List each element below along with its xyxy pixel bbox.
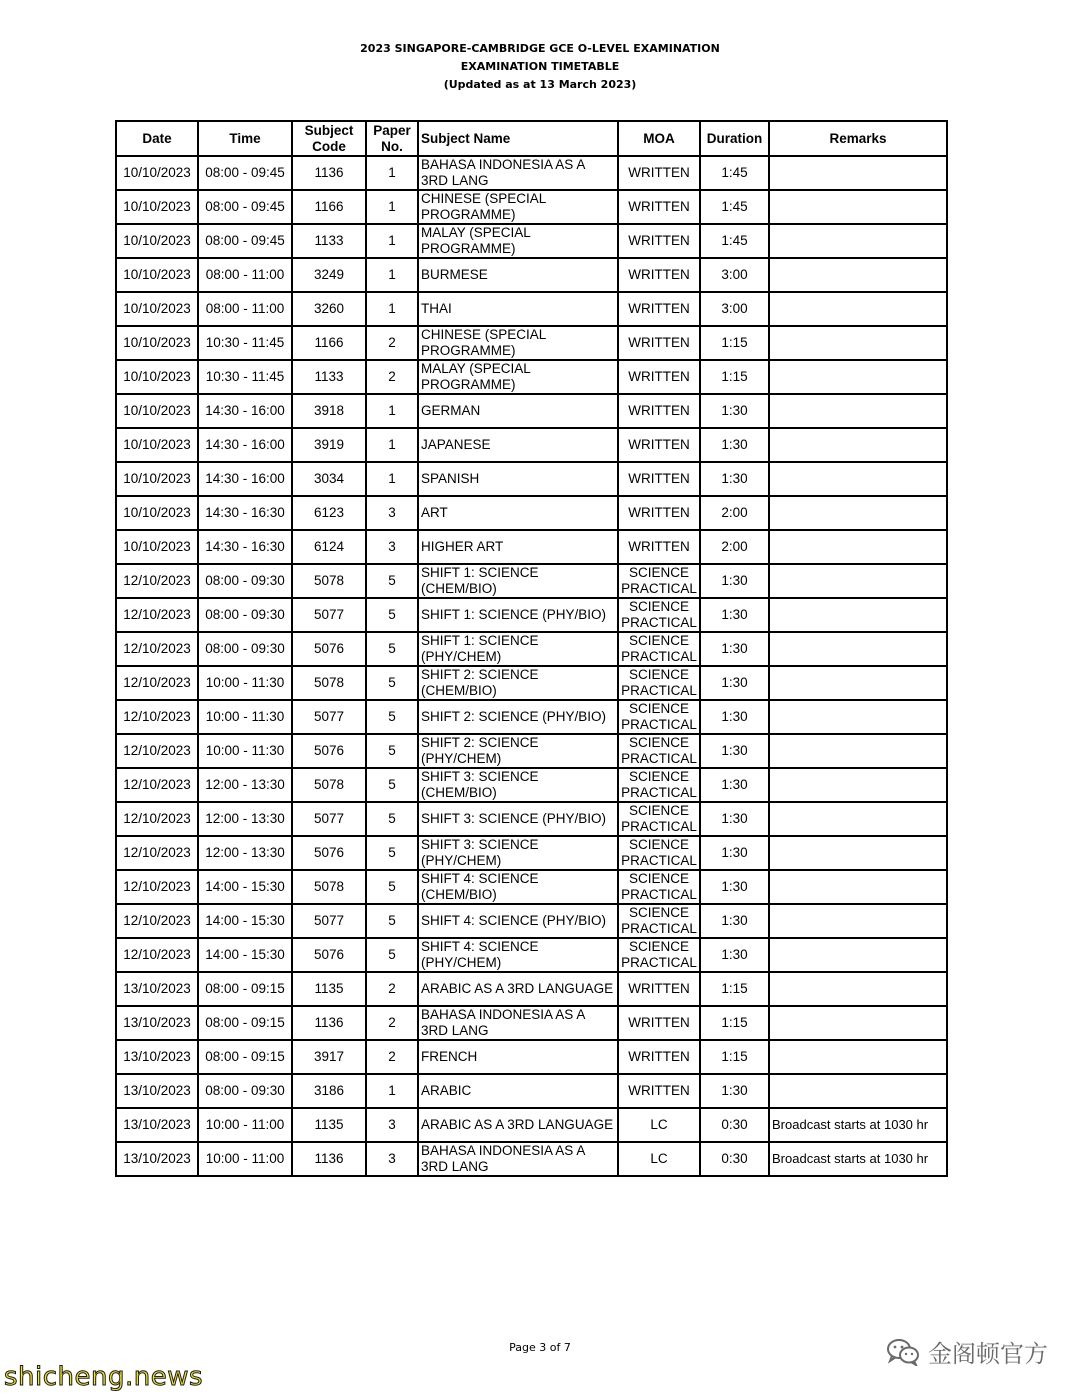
cell-date: 13/10/2023	[116, 1108, 198, 1142]
cell-subject-name: BAHASA INDONESIA AS A 3RD LANG	[418, 156, 618, 190]
cell-subject-name: SHIFT 4: SCIENCE (PHY/CHEM)	[418, 938, 618, 972]
cell-subject-name: SHIFT 3: SCIENCE (PHY/BIO)	[418, 802, 618, 836]
table-row	[116, 326, 947, 360]
cell-date: 10/10/2023	[116, 292, 198, 326]
cell-subject-code: 5076	[292, 836, 366, 870]
cell-time: 14:30 - 16:30	[198, 530, 292, 564]
cell-duration: 1:30	[700, 836, 769, 870]
col-duration-header: Duration	[700, 121, 769, 156]
cell-date: 13/10/2023	[116, 1006, 198, 1040]
cell-time: 14:30 - 16:00	[198, 428, 292, 462]
cell-duration: 3:00	[700, 258, 769, 292]
watermark-right	[886, 1334, 1048, 1369]
cell-duration: 1:15	[700, 1040, 769, 1074]
cell-date: 13/10/2023	[116, 1040, 198, 1074]
cell-time: 10:30 - 11:45	[198, 326, 292, 360]
cell-remarks	[769, 836, 947, 870]
cell-paper-no: 5	[366, 802, 418, 836]
cell-moa: WRITTEN	[618, 190, 700, 224]
cell-subject-name: HIGHER ART	[418, 530, 618, 564]
cell-duration: 1:15	[700, 360, 769, 394]
cell-subject-code: 1135	[292, 1108, 366, 1142]
table-row	[116, 462, 947, 496]
cell-paper-no: 3	[366, 1142, 418, 1176]
cell-duration: 1:30	[700, 734, 769, 768]
cell-moa: SCIENCE PRACTICAL	[618, 768, 700, 802]
cell-remarks	[769, 938, 947, 972]
cell-subject-name: CHINESE (SPECIAL PROGRAMME)	[418, 326, 618, 360]
cell-subject-name: SHIFT 2: SCIENCE (PHY/BIO)	[418, 700, 618, 734]
cell-time: 10:00 - 11:30	[198, 666, 292, 700]
cell-subject-name: MALAY (SPECIAL PROGRAMME)	[418, 360, 618, 394]
update-note: (Updated as at 13 March 2023)	[443, 78, 637, 91]
cell-date: 10/10/2023	[116, 360, 198, 394]
cell-moa: WRITTEN	[618, 360, 700, 394]
cell-duration: 1:30	[700, 938, 769, 972]
cell-remarks	[769, 1040, 947, 1074]
cell-date: 13/10/2023	[116, 1074, 198, 1108]
cell-remarks	[769, 292, 947, 326]
cell-date: 10/10/2023	[116, 156, 198, 190]
cell-subject-code: 5078	[292, 768, 366, 802]
cell-remarks	[769, 768, 947, 802]
cell-remarks	[769, 156, 947, 190]
cell-remarks	[769, 326, 947, 360]
watermark-right-text: 金阁顿官方	[928, 1340, 1048, 1368]
table-row	[116, 598, 947, 632]
cell-moa: SCIENCE PRACTICAL	[618, 564, 700, 598]
cell-subject-code: 3034	[292, 462, 366, 496]
cell-remarks	[769, 428, 947, 462]
cell-subject-code: 6123	[292, 496, 366, 530]
cell-subject-code: 3186	[292, 1074, 366, 1108]
cell-remarks	[769, 360, 947, 394]
cell-moa: SCIENCE PRACTICAL	[618, 632, 700, 666]
cell-subject-name: JAPANESE	[418, 428, 618, 462]
cell-subject-code: 1166	[292, 190, 366, 224]
document-title: 2023 SINGAPORE-CAMBRIDGE GCE O-LEVEL EXAMINATION	[360, 42, 720, 55]
cell-subject-name: ART	[418, 496, 618, 530]
cell-paper-no: 1	[366, 156, 418, 190]
cell-time: 08:00 - 09:30	[198, 1074, 292, 1108]
cell-time: 08:00 - 09:15	[198, 972, 292, 1006]
cell-moa: WRITTEN	[618, 972, 700, 1006]
table-row	[116, 938, 947, 972]
cell-date: 12/10/2023	[116, 904, 198, 938]
cell-duration: 1:30	[700, 904, 769, 938]
cell-paper-no: 1	[366, 428, 418, 462]
cell-date: 12/10/2023	[116, 938, 198, 972]
cell-duration: 0:30	[700, 1108, 769, 1142]
cell-moa: WRITTEN	[618, 156, 700, 190]
table-row	[116, 292, 947, 326]
cell-date: 12/10/2023	[116, 836, 198, 870]
cell-date: 10/10/2023	[116, 224, 198, 258]
cell-paper-no: 5	[366, 700, 418, 734]
cell-paper-no: 2	[366, 1040, 418, 1074]
table-row	[116, 870, 947, 904]
cell-duration: 1:30	[700, 428, 769, 462]
cell-moa: WRITTEN	[618, 292, 700, 326]
cell-subject-code: 3918	[292, 394, 366, 428]
col-code-header: Subject Code	[292, 121, 366, 156]
cell-remarks	[769, 802, 947, 836]
cell-moa: SCIENCE PRACTICAL	[618, 870, 700, 904]
table-row	[116, 258, 947, 292]
exam-timetable	[115, 120, 948, 1177]
table-row	[116, 564, 947, 598]
cell-subject-name: BAHASA INDONESIA AS A 3RD LANG	[418, 1006, 618, 1040]
cell-duration: 1:30	[700, 1074, 769, 1108]
table-row	[116, 972, 947, 1006]
table-row	[116, 1040, 947, 1074]
table-row	[116, 768, 947, 802]
cell-date: 10/10/2023	[116, 190, 198, 224]
cell-subject-name: FRENCH	[418, 1040, 618, 1074]
cell-duration: 1:30	[700, 802, 769, 836]
cell-duration: 1:30	[700, 462, 769, 496]
cell-paper-no: 2	[366, 972, 418, 1006]
table-row	[116, 632, 947, 666]
cell-date: 12/10/2023	[116, 700, 198, 734]
cell-duration: 1:30	[700, 632, 769, 666]
cell-paper-no: 1	[366, 394, 418, 428]
cell-subject-code: 5076	[292, 632, 366, 666]
cell-time: 12:00 - 13:30	[198, 836, 292, 870]
cell-moa: WRITTEN	[618, 462, 700, 496]
cell-remarks	[769, 598, 947, 632]
cell-time: 14:30 - 16:00	[198, 462, 292, 496]
cell-time: 10:30 - 11:45	[198, 360, 292, 394]
cell-subject-name: SPANISH	[418, 462, 618, 496]
cell-time: 10:00 - 11:30	[198, 734, 292, 768]
cell-subject-name: CHINESE (SPECIAL PROGRAMME)	[418, 190, 618, 224]
cell-paper-no: 3	[366, 530, 418, 564]
table-row	[116, 734, 947, 768]
cell-paper-no: 1	[366, 258, 418, 292]
col-subject-header: Subject Name	[418, 121, 618, 156]
cell-paper-no: 1	[366, 1074, 418, 1108]
cell-date: 12/10/2023	[116, 870, 198, 904]
cell-subject-name: SHIFT 2: SCIENCE (PHY/CHEM)	[418, 734, 618, 768]
cell-time: 08:00 - 11:00	[198, 292, 292, 326]
cell-paper-no: 2	[366, 360, 418, 394]
cell-time: 12:00 - 13:30	[198, 802, 292, 836]
cell-date: 12/10/2023	[116, 632, 198, 666]
wechat-icon	[886, 1338, 920, 1366]
cell-time: 12:00 - 13:30	[198, 768, 292, 802]
cell-time: 08:00 - 09:45	[198, 224, 292, 258]
page-number: Page 3 of 7	[509, 1341, 571, 1354]
cell-subject-code: 1133	[292, 360, 366, 394]
cell-subject-code: 5076	[292, 734, 366, 768]
cell-subject-code: 5078	[292, 564, 366, 598]
cell-subject-code: 5076	[292, 938, 366, 972]
table-row	[116, 156, 947, 190]
cell-subject-code: 1136	[292, 156, 366, 190]
cell-time: 14:30 - 16:00	[198, 394, 292, 428]
cell-date: 10/10/2023	[116, 530, 198, 564]
cell-remarks	[769, 904, 947, 938]
cell-duration: 1:30	[700, 564, 769, 598]
cell-moa: WRITTEN	[618, 530, 700, 564]
cell-duration: 3:00	[700, 292, 769, 326]
cell-paper-no: 2	[366, 326, 418, 360]
cell-moa: LC	[618, 1108, 700, 1142]
cell-paper-no: 5	[366, 598, 418, 632]
cell-subject-name: MALAY (SPECIAL PROGRAMME)	[418, 224, 618, 258]
cell-paper-no: 1	[366, 292, 418, 326]
cell-subject-code: 5077	[292, 802, 366, 836]
cell-duration: 1:15	[700, 1006, 769, 1040]
cell-paper-no: 5	[366, 870, 418, 904]
cell-subject-code: 1133	[292, 224, 366, 258]
cell-subject-name: SHIFT 3: SCIENCE (PHY/CHEM)	[418, 836, 618, 870]
cell-date: 10/10/2023	[116, 496, 198, 530]
cell-moa: WRITTEN	[618, 1074, 700, 1108]
cell-subject-code: 3260	[292, 292, 366, 326]
cell-subject-name: ARABIC AS A 3RD LANGUAGE	[418, 972, 618, 1006]
cell-subject-code: 6124	[292, 530, 366, 564]
cell-remarks	[769, 870, 947, 904]
cell-subject-name: SHIFT 1: SCIENCE (PHY/CHEM)	[418, 632, 618, 666]
cell-date: 13/10/2023	[116, 1142, 198, 1176]
document-subtitle: EXAMINATION TIMETABLE	[460, 60, 620, 73]
cell-moa: WRITTEN	[618, 1006, 700, 1040]
cell-paper-no: 5	[366, 632, 418, 666]
cell-duration: 1:30	[700, 394, 769, 428]
table-row	[116, 836, 947, 870]
cell-remarks	[769, 496, 947, 530]
cell-remarks	[769, 972, 947, 1006]
cell-paper-no: 5	[366, 904, 418, 938]
cell-paper-no: 5	[366, 768, 418, 802]
table-row	[116, 802, 947, 836]
cell-subject-name: THAI	[418, 292, 618, 326]
cell-paper-no: 3	[366, 496, 418, 530]
cell-duration: 1:15	[700, 972, 769, 1006]
table-row	[116, 530, 947, 564]
cell-date: 12/10/2023	[116, 666, 198, 700]
cell-remarks	[769, 530, 947, 564]
cell-duration: 1:30	[700, 700, 769, 734]
cell-date: 12/10/2023	[116, 768, 198, 802]
cell-date: 10/10/2023	[116, 428, 198, 462]
table-row	[116, 496, 947, 530]
col-remarks-header: Remarks	[769, 121, 947, 156]
cell-subject-name: SHIFT 3: SCIENCE (CHEM/BIO)	[418, 768, 618, 802]
table-row	[116, 1142, 947, 1176]
cell-remarks	[769, 632, 947, 666]
cell-subject-name: ARABIC AS A 3RD LANGUAGE	[418, 1108, 618, 1142]
cell-remarks	[769, 666, 947, 700]
cell-remarks	[769, 394, 947, 428]
cell-remarks	[769, 734, 947, 768]
cell-time: 14:00 - 15:30	[198, 870, 292, 904]
cell-duration: 1:30	[700, 768, 769, 802]
cell-duration: 1:45	[700, 224, 769, 258]
cell-duration: 1:30	[700, 598, 769, 632]
cell-subject-name: GERMAN	[418, 394, 618, 428]
cell-moa: WRITTEN	[618, 428, 700, 462]
cell-time: 08:00 - 09:45	[198, 190, 292, 224]
cell-remarks	[769, 1006, 947, 1040]
header-row	[116, 121, 947, 156]
cell-duration: 2:00	[700, 496, 769, 530]
cell-paper-no: 3	[366, 1108, 418, 1142]
cell-moa: SCIENCE PRACTICAL	[618, 700, 700, 734]
cell-subject-code: 1135	[292, 972, 366, 1006]
cell-date: 12/10/2023	[116, 802, 198, 836]
cell-moa: SCIENCE PRACTICAL	[618, 598, 700, 632]
cell-moa: SCIENCE PRACTICAL	[618, 938, 700, 972]
cell-moa: SCIENCE PRACTICAL	[618, 904, 700, 938]
cell-subject-code: 5078	[292, 666, 366, 700]
table-row	[116, 666, 947, 700]
table-row	[116, 224, 947, 258]
cell-duration: 0:30	[700, 1142, 769, 1176]
cell-subject-name: SHIFT 2: SCIENCE (CHEM/BIO)	[418, 666, 618, 700]
cell-duration: 2:00	[700, 530, 769, 564]
cell-paper-no: 2	[366, 1006, 418, 1040]
cell-subject-code: 3917	[292, 1040, 366, 1074]
cell-subject-code: 1166	[292, 326, 366, 360]
cell-paper-no: 5	[366, 564, 418, 598]
cell-time: 08:00 - 09:45	[198, 156, 292, 190]
cell-remarks: Broadcast starts at 1030 hr	[769, 1142, 947, 1176]
cell-remarks	[769, 564, 947, 598]
cell-date: 12/10/2023	[116, 564, 198, 598]
cell-duration: 1:15	[700, 326, 769, 360]
cell-subject-name: BAHASA INDONESIA AS A 3RD LANG	[418, 1142, 618, 1176]
cell-moa: SCIENCE PRACTICAL	[618, 836, 700, 870]
cell-subject-name: SHIFT 4: SCIENCE (CHEM/BIO)	[418, 870, 618, 904]
table-row	[116, 904, 947, 938]
cell-paper-no: 5	[366, 938, 418, 972]
cell-time: 14:00 - 15:30	[198, 938, 292, 972]
cell-time: 08:00 - 09:15	[198, 1006, 292, 1040]
cell-remarks	[769, 224, 947, 258]
cell-moa: WRITTEN	[618, 394, 700, 428]
cell-time: 14:00 - 15:30	[198, 904, 292, 938]
cell-moa: WRITTEN	[618, 496, 700, 530]
cell-time: 10:00 - 11:30	[198, 700, 292, 734]
document-header	[0, 40, 1080, 94]
cell-subject-code: 1136	[292, 1142, 366, 1176]
table-row	[116, 360, 947, 394]
cell-duration: 1:30	[700, 870, 769, 904]
cell-time: 10:00 - 11:00	[198, 1108, 292, 1142]
watermark-left: shicheng.news	[4, 1362, 204, 1392]
cell-time: 14:30 - 16:30	[198, 496, 292, 530]
table-body	[116, 156, 947, 1176]
cell-duration: 1:30	[700, 666, 769, 700]
cell-subject-name: BURMESE	[418, 258, 618, 292]
col-date-header: Date	[116, 121, 198, 156]
cell-time: 08:00 - 09:15	[198, 1040, 292, 1074]
cell-moa: WRITTEN	[618, 224, 700, 258]
col-paper-header: Paper No.	[366, 121, 418, 156]
cell-moa: SCIENCE PRACTICAL	[618, 734, 700, 768]
cell-moa: WRITTEN	[618, 326, 700, 360]
cell-moa: SCIENCE PRACTICAL	[618, 666, 700, 700]
cell-date: 10/10/2023	[116, 462, 198, 496]
cell-remarks	[769, 190, 947, 224]
cell-subject-code: 1136	[292, 1006, 366, 1040]
cell-remarks	[769, 700, 947, 734]
cell-subject-code: 5077	[292, 904, 366, 938]
cell-subject-name: SHIFT 1: SCIENCE (CHEM/BIO)	[418, 564, 618, 598]
cell-date: 13/10/2023	[116, 972, 198, 1006]
cell-subject-code: 5077	[292, 598, 366, 632]
cell-date: 10/10/2023	[116, 258, 198, 292]
cell-time: 10:00 - 11:00	[198, 1142, 292, 1176]
cell-duration: 1:45	[700, 190, 769, 224]
cell-time: 08:00 - 09:30	[198, 564, 292, 598]
table-row	[116, 190, 947, 224]
cell-subject-name: ARABIC	[418, 1074, 618, 1108]
cell-paper-no: 5	[366, 836, 418, 870]
cell-duration: 1:45	[700, 156, 769, 190]
col-moa-header: MOA	[618, 121, 700, 156]
cell-date: 12/10/2023	[116, 734, 198, 768]
table-row	[116, 700, 947, 734]
cell-paper-no: 1	[366, 190, 418, 224]
cell-moa: WRITTEN	[618, 258, 700, 292]
cell-date: 12/10/2023	[116, 598, 198, 632]
cell-moa: WRITTEN	[618, 1040, 700, 1074]
cell-time: 08:00 - 09:30	[198, 598, 292, 632]
cell-subject-name: SHIFT 1: SCIENCE (PHY/BIO)	[418, 598, 618, 632]
cell-paper-no: 1	[366, 462, 418, 496]
cell-time: 08:00 - 11:00	[198, 258, 292, 292]
cell-subject-code: 3249	[292, 258, 366, 292]
cell-remarks	[769, 462, 947, 496]
table-row	[116, 1006, 947, 1040]
cell-subject-code: 5077	[292, 700, 366, 734]
cell-paper-no: 5	[366, 666, 418, 700]
cell-moa: SCIENCE PRACTICAL	[618, 802, 700, 836]
cell-subject-code: 3919	[292, 428, 366, 462]
cell-date: 10/10/2023	[116, 326, 198, 360]
table-row	[116, 394, 947, 428]
cell-remarks	[769, 258, 947, 292]
table-row	[116, 1108, 947, 1142]
col-time-header: Time	[198, 121, 292, 156]
cell-remarks	[769, 1074, 947, 1108]
cell-paper-no: 1	[366, 224, 418, 258]
cell-date: 10/10/2023	[116, 394, 198, 428]
cell-paper-no: 5	[366, 734, 418, 768]
cell-subject-code: 5078	[292, 870, 366, 904]
cell-subject-name: SHIFT 4: SCIENCE (PHY/BIO)	[418, 904, 618, 938]
table-row	[116, 428, 947, 462]
cell-moa: LC	[618, 1142, 700, 1176]
table-row	[116, 1074, 947, 1108]
cell-remarks: Broadcast starts at 1030 hr	[769, 1108, 947, 1142]
cell-time: 08:00 - 09:30	[198, 632, 292, 666]
